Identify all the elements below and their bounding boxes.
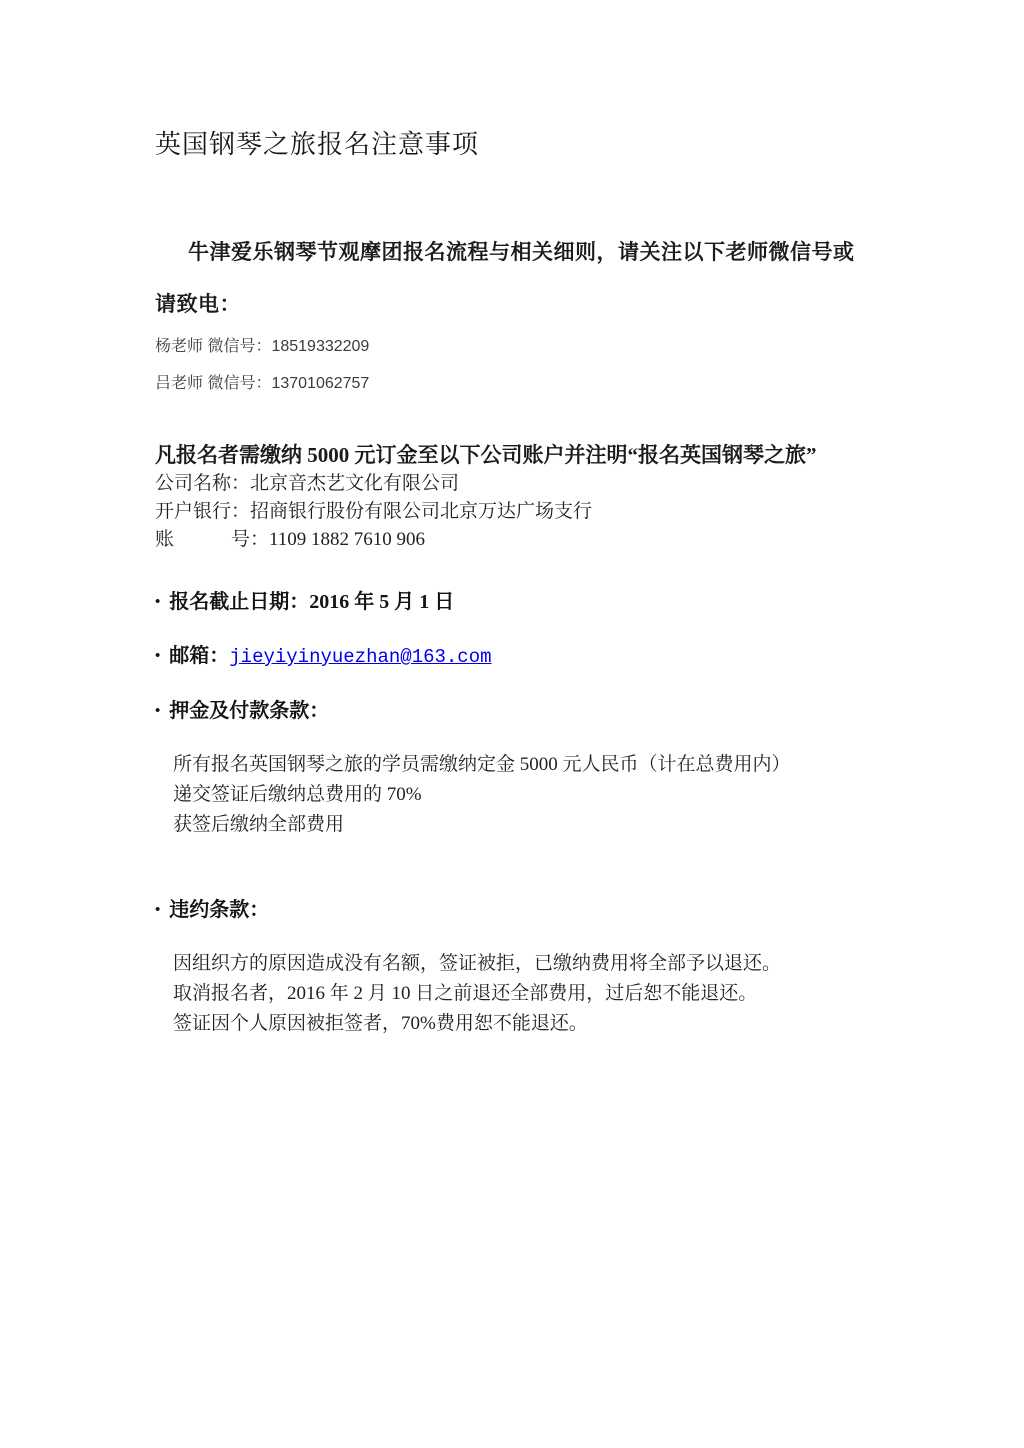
deadline-label: 报名截止日期：2016 年 5 月 1 日 <box>169 591 455 613</box>
payment-section <box>155 440 894 554</box>
document-title: 英国钢琴之旅报名注意事项 <box>155 130 480 159</box>
breach-terms-line: 因组织方的原因造成没有名额，签证被拒，已缴纳费用将全部予以退还。 <box>173 953 782 974</box>
payment-heading: 凡报名者需缴纳 5000 元订金至以下公司账户并注明“报名英国钢琴之旅” <box>155 443 817 467</box>
bullet-dot-icon: • <box>155 594 161 610</box>
contact-teacher-lv: 吕老师 微信号：13701062757 <box>155 375 370 392</box>
bullet-breach-terms <box>155 896 894 1039</box>
breach-terms-line: 签证因个人原因被拒签者，70%费用恕不能退还。 <box>173 1013 588 1034</box>
bullet-deadline <box>155 588 894 616</box>
breach-terms-label: 违约条款： <box>169 899 270 921</box>
payment-account-row: 账 号：1109 1882 7610 906 <box>155 529 426 550</box>
bullet-dot-icon: • <box>155 902 161 918</box>
bullet-deposit-terms <box>155 697 894 840</box>
payment-bank-row: 开户银行：招商银行股份有限公司北京万达广场支行 <box>155 501 593 522</box>
bullet-dot-icon: • <box>155 703 161 719</box>
email-link[interactable]: jieyiyinyuezhan@163.com <box>229 646 492 668</box>
bullet-dot-icon: • <box>155 648 161 664</box>
deposit-terms-line: 获签后缴纳全部费用 <box>173 814 345 835</box>
bullet-email <box>155 642 894 671</box>
intro-paragraph: 牛津爱乐钢琴节观摩团报名流程与相关细则，请关注以下老师微信号或请致电： <box>155 240 855 316</box>
deposit-terms-label: 押金及付款条款： <box>169 700 330 722</box>
breach-terms-line: 取消报名者，2016 年 2 月 10 日之前退还全部费用，过后恕不能退还。 <box>173 983 758 1004</box>
payment-company-row: 公司名称：北京音杰艺文化有限公司 <box>155 473 460 494</box>
bullet-list <box>155 588 894 1039</box>
email-label: 邮箱： <box>169 645 230 667</box>
deposit-terms-line: 递交签证后缴纳总费用的 70% <box>173 784 422 805</box>
breach-terms-paragraph <box>173 949 894 1039</box>
deposit-terms-line: 所有报名英国钢琴之旅的学员需缴纳定金 5000 元人民币（计在总费用内） <box>173 754 791 775</box>
deposit-terms-paragraph <box>173 750 894 840</box>
contact-teacher-yang: 杨老师 微信号：18519332209 <box>155 338 370 355</box>
contact-list <box>155 336 894 394</box>
